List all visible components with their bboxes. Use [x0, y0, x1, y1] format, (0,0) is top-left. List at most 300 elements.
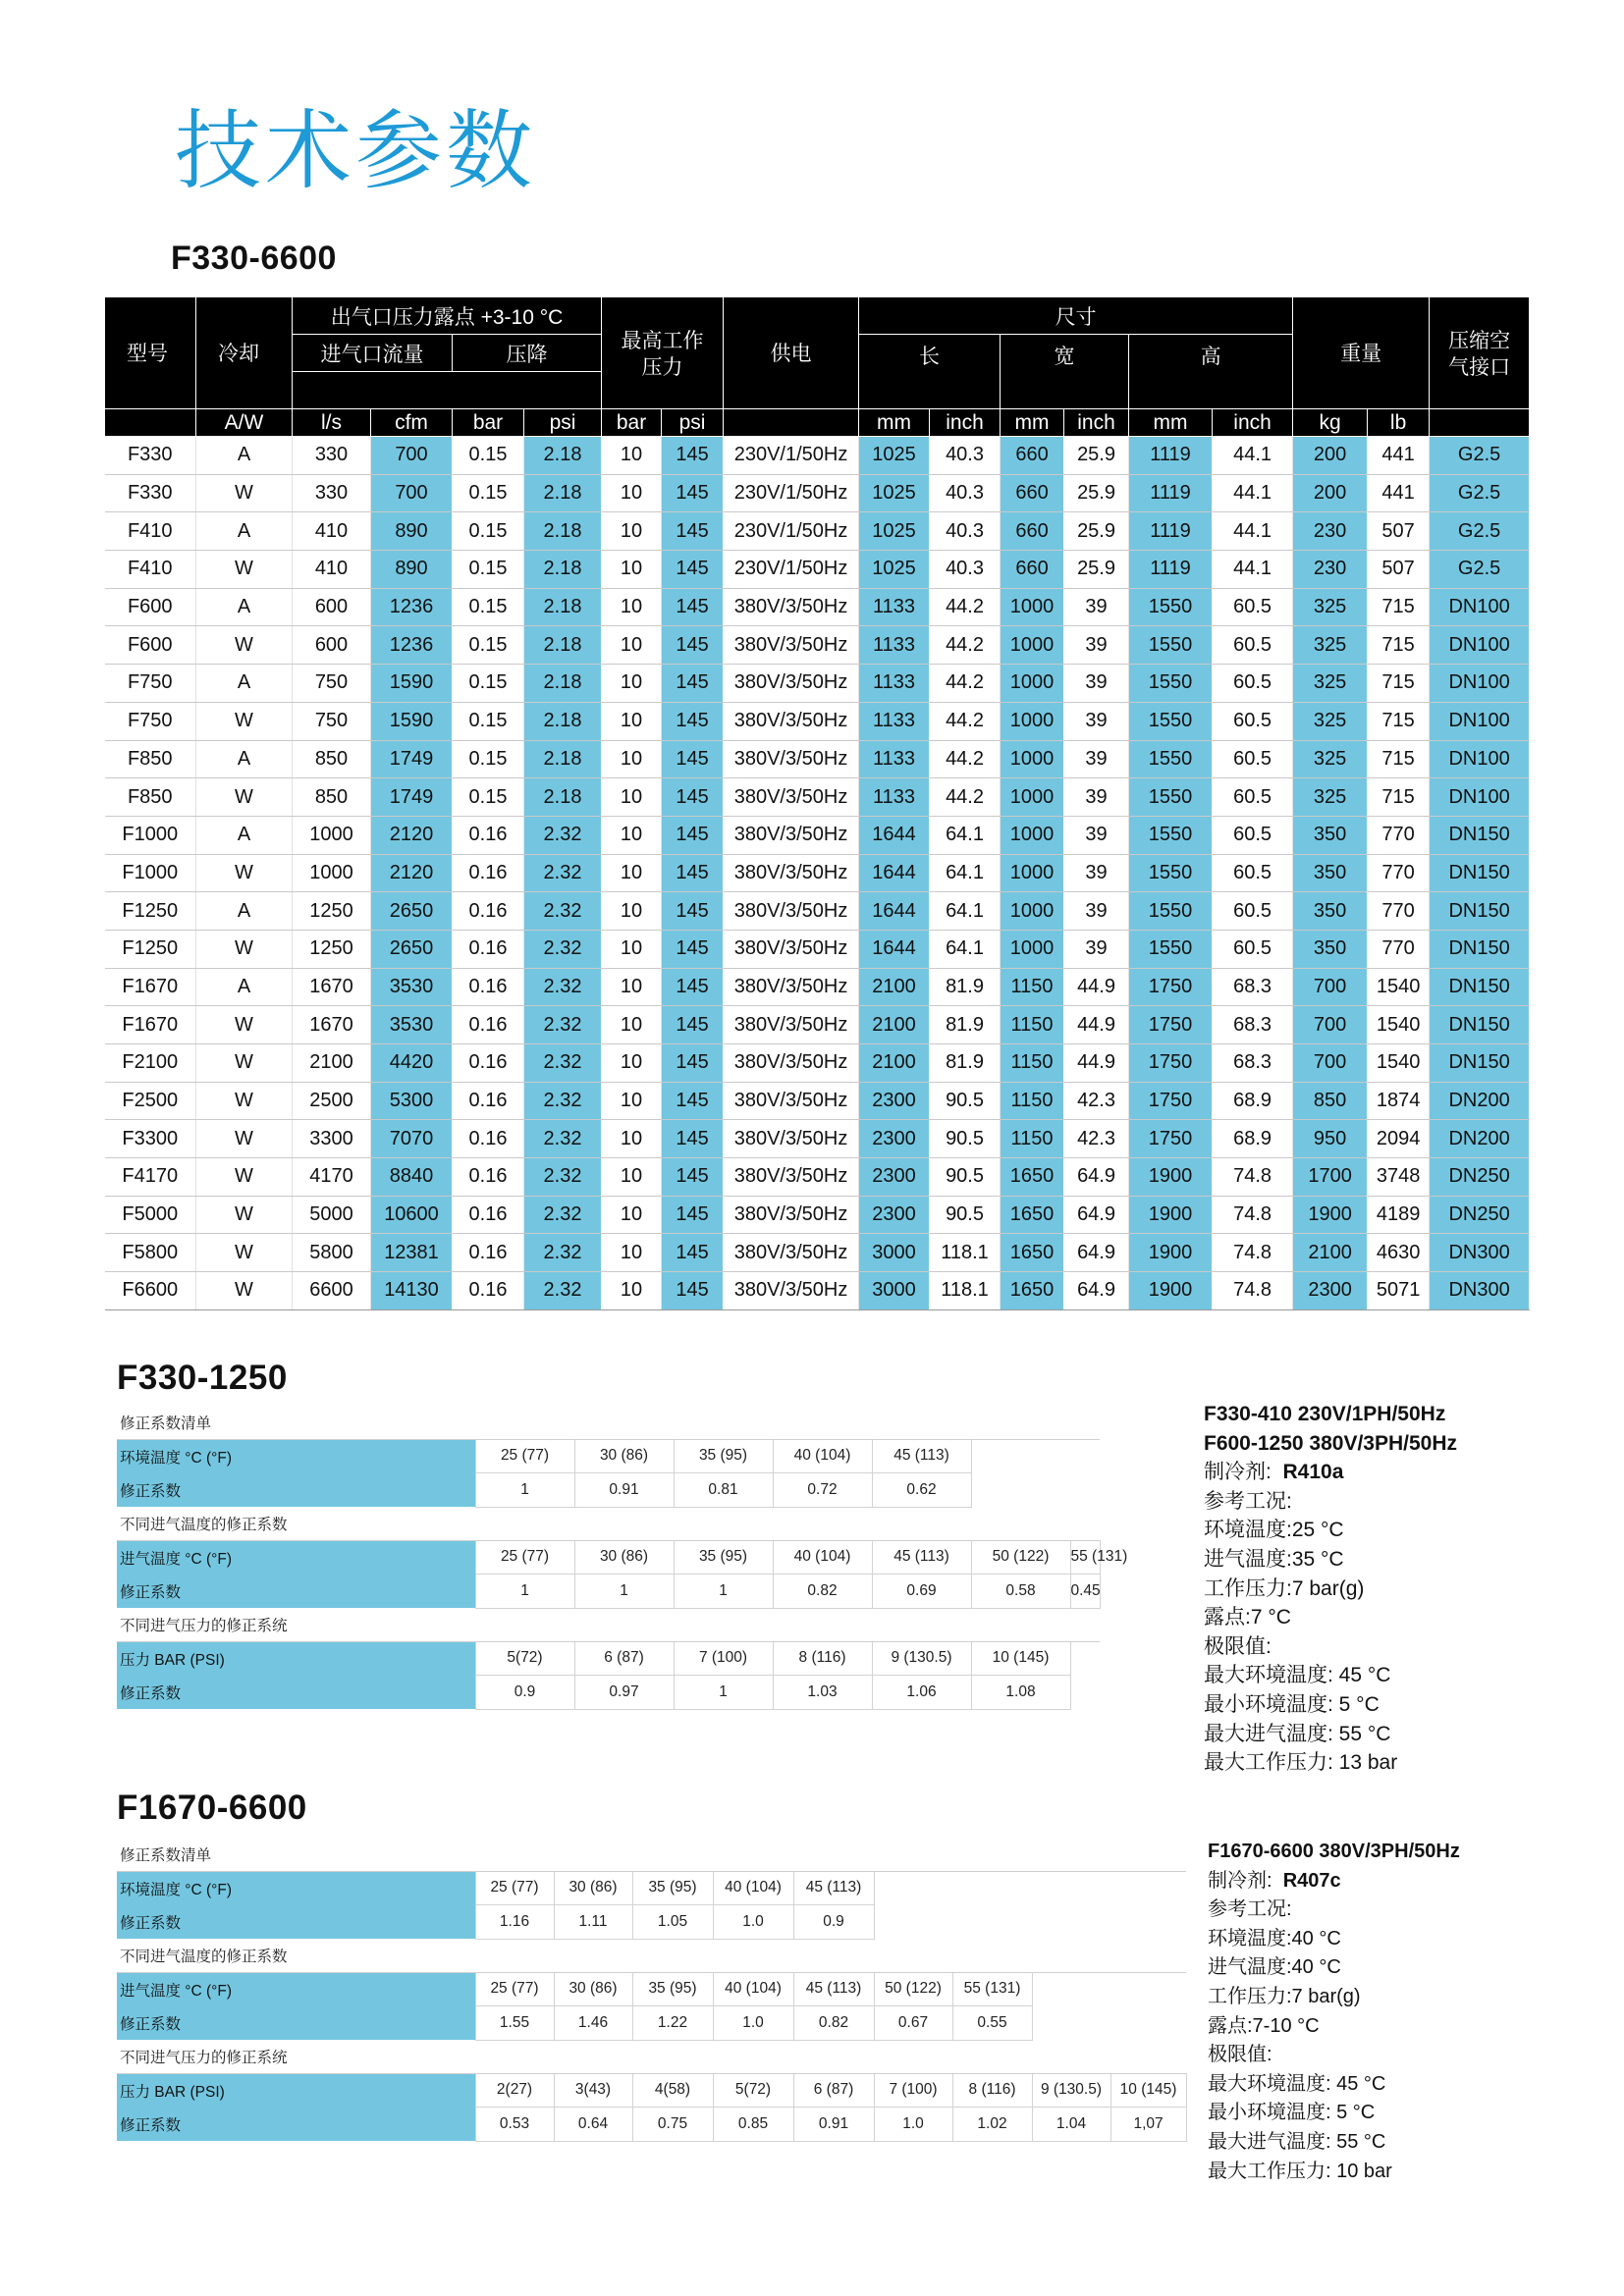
table-cell: 2650	[371, 930, 453, 968]
pressure-row	[117, 1641, 1100, 1676]
unit-psi: psi	[524, 409, 602, 437]
pressure-factor-row-value: 1.04	[1032, 2108, 1110, 2142]
table-cell: 145	[662, 740, 724, 778]
th-spacer	[293, 372, 602, 409]
table-cell: 1150	[1001, 968, 1064, 1006]
table-cell: 0.16	[453, 1158, 524, 1197]
table-cell: 2.32	[524, 930, 602, 968]
note-b-ref-conditions: 参考工况:	[1208, 1898, 1292, 1921]
note-b-inlet: 进气温度:40 °C	[1208, 1956, 1341, 1979]
table-cell: 325	[1293, 665, 1368, 703]
table-cell: F1250	[105, 892, 196, 931]
table-cell: 380V/3/50Hz	[724, 854, 859, 892]
ambient-temp-row	[117, 1439, 1100, 1473]
table-cell: 64.1	[930, 892, 1001, 931]
table-cell: 0.15	[453, 588, 524, 626]
table-cell: DN150	[1430, 854, 1530, 892]
table-cell: 145	[662, 512, 724, 551]
table-cell: 890	[371, 551, 453, 589]
pressure-factor-row-value: 1,07	[1110, 2108, 1186, 2142]
table-row	[105, 512, 1530, 551]
table-cell: 0.15	[453, 551, 524, 589]
table-cell: A	[196, 968, 293, 1006]
table-cell: 2.32	[524, 1082, 602, 1120]
table-cell: 380V/3/50Hz	[724, 1120, 859, 1158]
table-cell: 44.9	[1064, 1044, 1129, 1083]
ambient-temp-row-value: 40 (104)	[713, 1871, 793, 1905]
table-cell: 10	[602, 702, 662, 740]
table-cell: DN150	[1430, 1044, 1530, 1083]
table-cell: 330	[293, 437, 371, 475]
table-cell: 10	[602, 665, 662, 703]
pressure-row-value: 8 (116)	[952, 2073, 1032, 2108]
table-cell: W	[196, 1158, 293, 1197]
table-cell: DN150	[1430, 1006, 1530, 1044]
table-cell: 4189	[1368, 1196, 1430, 1234]
table-cell: 44.2	[930, 665, 1001, 703]
table-cell: F1670	[105, 968, 196, 1006]
table-cell: 2100	[859, 968, 930, 1006]
table-cell: 2300	[859, 1082, 930, 1120]
table-row	[105, 930, 1530, 968]
table-cell: 64.1	[930, 816, 1001, 854]
th-dimensions: 尺寸	[859, 297, 1293, 335]
table-cell: 1250	[293, 930, 371, 968]
table-cell: 39	[1064, 740, 1129, 778]
table-cell: 1133	[859, 626, 930, 665]
table-cell: F1250	[105, 930, 196, 968]
table-cell: 750	[293, 702, 371, 740]
table-cell: 1750	[1129, 1044, 1213, 1083]
unit-kg: kg	[1293, 409, 1368, 437]
note-a-power-2: F600-1250 380V/3PH/50Hz	[1204, 1431, 1457, 1455]
pressure-factor-row-value: 1.02	[952, 2108, 1032, 2142]
pressure-factor-row-value: 0.75	[632, 2108, 713, 2142]
table-cell: 145	[662, 968, 724, 1006]
table-cell: 10	[602, 437, 662, 475]
table-cell: 700	[1293, 968, 1368, 1006]
table-cell: 2.32	[524, 968, 602, 1006]
table-cell: 44.1	[1213, 512, 1293, 551]
table-cell: 2.18	[524, 626, 602, 665]
inlet-temp-title-text: 不同进气温度的修正系数	[117, 1939, 1186, 1972]
table-cell: 1900	[1293, 1196, 1368, 1234]
table-cell: 40.3	[930, 551, 1001, 589]
note-b-min-ambient: 最小环境温度: 5 °C	[1208, 2102, 1376, 2124]
table-cell: 380V/3/50Hz	[724, 740, 859, 778]
table-cell: F3300	[105, 1120, 196, 1158]
table-cell: 10	[602, 1234, 662, 1272]
unit-power-empty	[724, 409, 859, 437]
table-cell: A	[196, 512, 293, 551]
table-cell: 1590	[371, 702, 453, 740]
section-b-title: F1670-6600	[117, 1789, 307, 1827]
table-cell: 145	[662, 1044, 724, 1083]
table-cell: 1550	[1129, 702, 1213, 740]
table-cell: 10	[602, 778, 662, 817]
table-cell: 64.9	[1064, 1234, 1129, 1272]
pressure-row-value: 9 (130.5)	[1032, 2073, 1110, 2108]
table-cell: 39	[1064, 778, 1129, 817]
table-cell: 145	[662, 1082, 724, 1120]
unit-mm-length: mm	[859, 409, 930, 437]
table-cell: 380V/3/50Hz	[724, 778, 859, 817]
table-cell: 200	[1293, 474, 1368, 512]
table-cell: DN100	[1430, 665, 1530, 703]
table-cell: 380V/3/50Hz	[724, 1044, 859, 1083]
pressure-row-value: 7 (100)	[874, 2073, 952, 2108]
table-cell: 700	[1293, 1044, 1368, 1083]
pressure-factor-row-value: 1.03	[773, 1676, 872, 1710]
inlet-temp-title	[117, 1939, 1186, 1972]
table-cell: 10	[602, 474, 662, 512]
pressure-row-value: 7 (100)	[674, 1641, 773, 1676]
table-cell: 660	[1001, 437, 1064, 475]
table-cell: 1550	[1129, 626, 1213, 665]
note-a-pressure: 工作压力:7 bar(g)	[1204, 1576, 1365, 1600]
pressure-row-label: 压力 BAR (PSI)	[117, 1641, 475, 1676]
table-cell: 1250	[293, 892, 371, 931]
table-row	[105, 1082, 1530, 1120]
pressure-row-value: 10 (145)	[1110, 2073, 1186, 2108]
inlet-factor-row-value: 1.55	[475, 2006, 554, 2041]
table-cell: 325	[1293, 702, 1368, 740]
table-cell: 44.9	[1064, 968, 1129, 1006]
table-cell: W	[196, 551, 293, 589]
table-cell: W	[196, 702, 293, 740]
pressure-factor-row-label: 修正系数	[117, 2108, 475, 2142]
table-cell: 44.2	[930, 702, 1001, 740]
ambient-temp-row-filler	[874, 1871, 1186, 1905]
ambient-temp-row	[117, 1871, 1186, 1905]
page-title: 技术参数	[175, 100, 537, 201]
table-cell: 380V/3/50Hz	[724, 1006, 859, 1044]
table-cell: 1900	[1129, 1234, 1213, 1272]
table-cell: 2300	[859, 1196, 930, 1234]
inlet-factor-row	[117, 2006, 1186, 2041]
table-cell: G2.5	[1430, 437, 1530, 475]
table-cell: 1025	[859, 474, 930, 512]
note-b-power: F1670-6600 380V/3PH/50Hz	[1208, 1841, 1460, 1862]
table-cell: 1550	[1129, 778, 1213, 817]
note-a-refrigerant-value: R410a	[1282, 1461, 1344, 1484]
table-cell: 380V/3/50Hz	[724, 1082, 859, 1120]
inlet-temp-row-value: 45 (113)	[872, 1540, 971, 1575]
table-cell: 715	[1368, 665, 1430, 703]
table-row	[105, 1044, 1530, 1083]
table-cell: 380V/3/50Hz	[724, 1196, 859, 1234]
table-cell: 1670	[293, 1006, 371, 1044]
table-cell: 230V/1/50Hz	[724, 512, 859, 551]
table-cell: 10	[602, 1044, 662, 1083]
table-cell: F2100	[105, 1044, 196, 1083]
pressure-row-value: 6 (87)	[574, 1641, 674, 1676]
table-row	[105, 1234, 1530, 1272]
table-cell: 0.15	[453, 778, 524, 817]
table-cell: W	[196, 778, 293, 817]
table-row	[105, 968, 1530, 1006]
table-cell: 2100	[859, 1044, 930, 1083]
table-cell: 2100	[859, 1006, 930, 1044]
table-cell: 1590	[371, 665, 453, 703]
table-cell: 10	[602, 1120, 662, 1158]
ambient-factor-row-value: 0.9	[793, 1905, 874, 1940]
table-cell: 325	[1293, 778, 1368, 817]
table-cell: 1550	[1129, 930, 1213, 968]
inlet-temp-row-value: 40 (104)	[773, 1540, 872, 1575]
note-b-refrigerant-label: 制冷剂:	[1208, 1869, 1272, 1892]
table-cell: 1700	[1293, 1158, 1368, 1197]
table-cell: 380V/3/50Hz	[724, 968, 859, 1006]
table-cell: 145	[662, 1120, 724, 1158]
table-cell: 2.18	[524, 437, 602, 475]
inlet-factor-row-label: 修正系数	[117, 1575, 475, 1609]
table-cell: 42.3	[1064, 1082, 1129, 1120]
ambient-factor-row	[117, 1473, 1100, 1508]
table-cell: 1644	[859, 930, 930, 968]
section-b-correction-table	[117, 1838, 1187, 2142]
table-cell: DN300	[1430, 1234, 1530, 1272]
th-max-pressure: 最高工作压力	[602, 297, 724, 409]
table-cell: 1644	[859, 892, 930, 931]
table-cell: 507	[1368, 551, 1430, 589]
table-cell: 230V/1/50Hz	[724, 474, 859, 512]
table-cell: 2.18	[524, 588, 602, 626]
unit-psi-max: psi	[662, 409, 724, 437]
table-cell: 230V/1/50Hz	[724, 437, 859, 475]
table-cell: 14130	[371, 1272, 453, 1310]
th-cooling: 冷却	[196, 297, 293, 409]
table-cell: 81.9	[930, 968, 1001, 1006]
note-b-refrigerant	[1208, 1867, 1460, 1896]
inlet-pressure-title	[117, 1608, 1100, 1641]
ambient-temp-row-value: 25 (77)	[475, 1439, 574, 1473]
th-inlet-flow: 进气口流量	[293, 335, 453, 372]
table-cell: 850	[293, 778, 371, 817]
table-cell: 1000	[293, 816, 371, 854]
table-cell: DN200	[1430, 1120, 1530, 1158]
ambient-temp-row-label: 环境温度 °C (°F)	[117, 1871, 475, 1905]
table-cell: 60.5	[1213, 626, 1293, 665]
correction-list-title-text: 修正系数清单	[117, 1406, 1100, 1439]
table-cell: 890	[371, 512, 453, 551]
table-row	[105, 474, 1530, 512]
table-row	[105, 588, 1530, 626]
unit-connection-empty	[1430, 409, 1530, 437]
table-cell: 0.15	[453, 702, 524, 740]
section-b-notes	[1208, 1838, 1460, 2186]
note-a-ambient: 环境温度:25 °C	[1204, 1519, 1344, 1542]
table-cell: 145	[662, 854, 724, 892]
table-cell: 2120	[371, 816, 453, 854]
th-weight: 重量	[1293, 297, 1430, 409]
unit-aw: A/W	[196, 409, 293, 437]
table-cell: 10	[602, 1196, 662, 1234]
table-cell: 380V/3/50Hz	[724, 930, 859, 968]
table-cell: 950	[1293, 1120, 1368, 1158]
table-cell: 145	[662, 588, 724, 626]
table-cell: 715	[1368, 588, 1430, 626]
table-cell: 770	[1368, 854, 1430, 892]
table-cell: 2.18	[524, 702, 602, 740]
table-cell: 40.3	[930, 512, 1001, 551]
table-cell: 1874	[1368, 1082, 1430, 1120]
table-cell: 0.16	[453, 1234, 524, 1272]
correction-list-title-text: 修正系数清单	[117, 1838, 1186, 1871]
table-cell: 1750	[1129, 1082, 1213, 1120]
note-b-refrigerant-value: R407c	[1282, 1869, 1341, 1892]
unit-inch-width: inch	[1064, 409, 1129, 437]
table-cell: 0.16	[453, 1082, 524, 1120]
table-cell: 2.18	[524, 665, 602, 703]
table-cell: 0.16	[453, 1272, 524, 1310]
table-cell: 145	[662, 1158, 724, 1197]
pressure-factor-row-value: 0.85	[713, 2108, 793, 2142]
table-cell: 1000	[1001, 816, 1064, 854]
pressure-row-value: 10 (145)	[971, 1641, 1070, 1676]
table-cell: 74.8	[1213, 1196, 1293, 1234]
table-cell: W	[196, 1196, 293, 1234]
table-cell: A	[196, 437, 293, 475]
table-cell: 90.5	[930, 1082, 1001, 1120]
ambient-temp-row-value: 40 (104)	[773, 1439, 872, 1473]
table-cell: 770	[1368, 930, 1430, 968]
inlet-temp-row-value: 25 (77)	[475, 1972, 554, 2006]
table-cell: 2.18	[524, 778, 602, 817]
table-cell: 10	[602, 1082, 662, 1120]
table-cell: 380V/3/50Hz	[724, 1158, 859, 1197]
table-cell: 8840	[371, 1158, 453, 1197]
table-cell: F1000	[105, 816, 196, 854]
table-cell: 60.5	[1213, 930, 1293, 968]
table-cell: 2.32	[524, 1120, 602, 1158]
unit-cfm: cfm	[371, 409, 453, 437]
table-cell: W	[196, 930, 293, 968]
table-cell: W	[196, 854, 293, 892]
table-cell: 5300	[371, 1082, 453, 1120]
table-cell: G2.5	[1430, 551, 1530, 589]
table-cell: 44.1	[1213, 474, 1293, 512]
table-cell: 39	[1064, 702, 1129, 740]
unit-mm-width: mm	[1001, 409, 1064, 437]
inlet-factor-row-value: 0.69	[872, 1575, 971, 1609]
table-cell: 0.16	[453, 816, 524, 854]
table-cell: 1900	[1129, 1158, 1213, 1197]
table-cell: F850	[105, 740, 196, 778]
table-cell: 0.15	[453, 626, 524, 665]
table-cell: 1000	[1001, 778, 1064, 817]
table-cell: 90.5	[930, 1120, 1001, 1158]
table-cell: 10	[602, 968, 662, 1006]
pressure-row-value: 2(27)	[475, 2073, 554, 2108]
table-cell: 380V/3/50Hz	[724, 1272, 859, 1310]
table-cell: 44.2	[930, 588, 1001, 626]
table-cell: 380V/3/50Hz	[724, 588, 859, 626]
table-cell: 770	[1368, 892, 1430, 931]
table-cell: 2.32	[524, 1006, 602, 1044]
inlet-factor-row-label: 修正系数	[117, 2006, 475, 2041]
table-cell: 25.9	[1064, 474, 1129, 512]
unit-bar: bar	[453, 409, 524, 437]
table-cell: 1133	[859, 702, 930, 740]
table-cell: 12381	[371, 1234, 453, 1272]
table-cell: DN100	[1430, 740, 1530, 778]
section-a-notes	[1204, 1400, 1457, 1778]
table-cell: 660	[1001, 474, 1064, 512]
table-cell: 6600	[293, 1272, 371, 1310]
table-cell: 1000	[1001, 626, 1064, 665]
ambient-temp-row-value: 25 (77)	[475, 1871, 554, 1905]
table-cell: 660	[1001, 551, 1064, 589]
inlet-factor-row-value: 0.55	[952, 2006, 1032, 2041]
table-row	[105, 1196, 1530, 1234]
table-cell: 0.15	[453, 474, 524, 512]
table-cell: 230	[1293, 551, 1368, 589]
note-b-max-pressure: 最大工作压力: 10 bar	[1208, 2160, 1392, 2182]
pressure-factor-row	[117, 2108, 1186, 2142]
table-cell: 2.18	[524, 740, 602, 778]
table-cell: 350	[1293, 816, 1368, 854]
table-cell: F850	[105, 778, 196, 817]
note-b-max-inlet: 最大进气温度: 55 °C	[1208, 2130, 1386, 2153]
inlet-factor-row-filler	[1032, 2006, 1186, 2041]
table-cell: 5071	[1368, 1272, 1430, 1310]
note-b-ambient: 环境温度:40 °C	[1208, 1927, 1341, 1949]
table-cell: DN250	[1430, 1196, 1530, 1234]
table-cell: 1900	[1129, 1272, 1213, 1310]
note-b-max-ambient: 最大环境温度: 45 °C	[1208, 2072, 1386, 2095]
table-cell: 64.1	[930, 854, 1001, 892]
table-cell: 44.1	[1213, 437, 1293, 475]
table-cell: 1133	[859, 740, 930, 778]
ambient-factor-row-value: 1.16	[475, 1905, 554, 1940]
table-cell: W	[196, 1082, 293, 1120]
pressure-factor-row-value: 0.53	[475, 2108, 554, 2142]
table-cell: 1000	[293, 854, 371, 892]
table-cell: 10	[602, 1158, 662, 1197]
table-cell: 350	[1293, 930, 1368, 968]
table-cell: 3748	[1368, 1158, 1430, 1197]
table-cell: 750	[293, 665, 371, 703]
table-cell: 39	[1064, 930, 1129, 968]
table-cell: 1025	[859, 437, 930, 475]
table-cell: W	[196, 474, 293, 512]
ambient-temp-row-value: 35 (95)	[674, 1439, 773, 1473]
note-a-max-ambient: 最大环境温度: 45 °C	[1204, 1664, 1391, 1687]
table-cell: 1540	[1368, 1006, 1430, 1044]
table-cell: 380V/3/50Hz	[724, 1234, 859, 1272]
ambient-temp-row-label: 环境温度 °C (°F)	[117, 1439, 475, 1473]
inlet-temp-row-value: 50 (122)	[874, 1972, 952, 2006]
pressure-factor-row-label: 修正系数	[117, 1676, 475, 1710]
table-cell: 60.5	[1213, 854, 1293, 892]
table-cell: 1000	[1001, 665, 1064, 703]
table-cell: 230V/1/50Hz	[724, 551, 859, 589]
note-b-pressure: 工作压力:7 bar(g)	[1208, 1985, 1361, 2007]
table-cell: 660	[1001, 512, 1064, 551]
table-row	[105, 740, 1530, 778]
table-cell: DN150	[1430, 968, 1530, 1006]
ambient-factor-row-value: 0.81	[674, 1473, 773, 1508]
inlet-temp-row-value: 40 (104)	[713, 1972, 793, 2006]
table-cell: 44.2	[930, 626, 1001, 665]
table-cell: 0.15	[453, 665, 524, 703]
table-cell: 1133	[859, 778, 930, 817]
table-cell: DN150	[1430, 892, 1530, 931]
table-cell: 4630	[1368, 1234, 1430, 1272]
table-cell: 350	[1293, 892, 1368, 931]
table-cell: 68.3	[1213, 968, 1293, 1006]
